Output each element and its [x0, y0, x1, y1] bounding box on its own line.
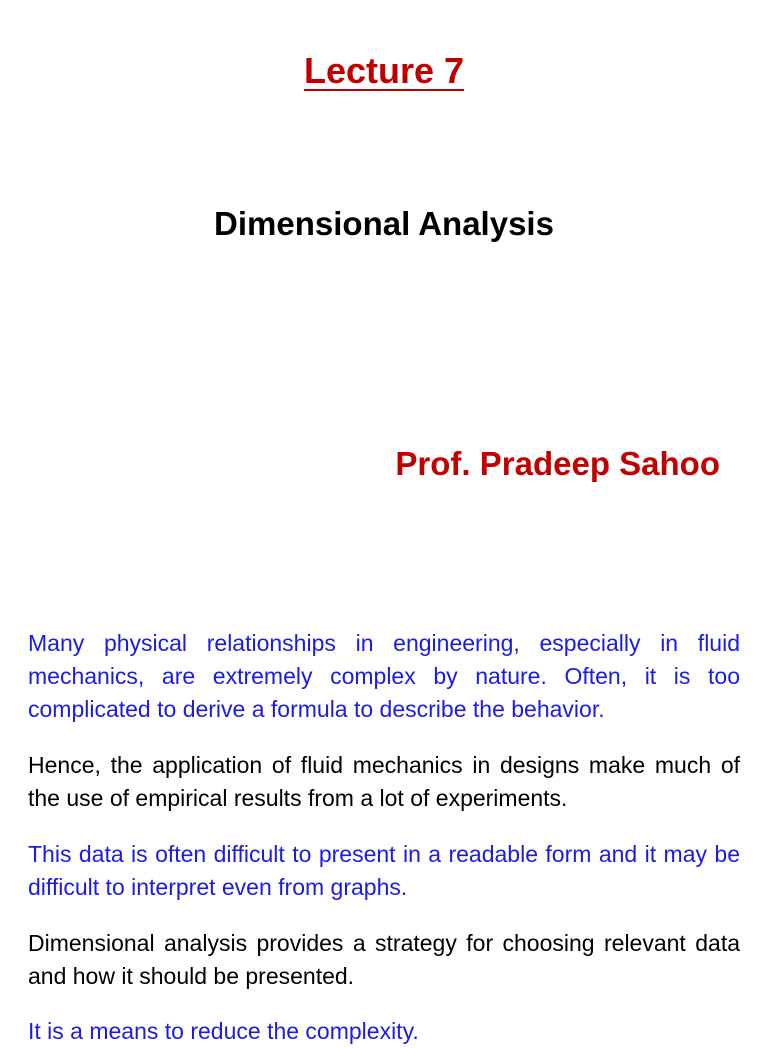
author-name: Prof. Pradeep Sahoo: [395, 445, 720, 482]
paragraph-1: Many physical relationships in engineering, especially in fluid mechanics, are extremely complex by nature. Often, it is too complicated to derive a formula to describe the behavior.: [28, 630, 740, 722]
topic-title: Dimensional Analysis: [214, 205, 554, 242]
paragraph-4: Dimensional analysis provides a strategy for choosing relevant data and how it should be presented.: [28, 930, 740, 989]
lecture-title: Lecture 7: [303, 50, 465, 91]
paragraph-3: This data is often difficult to present in a readable form and it may be difficult to interpret even from graphs.: [28, 841, 740, 900]
paragraph-2: Hence, the application of fluid mechanics in designs make much of the use of empirical results from a lot of experiments.: [28, 752, 740, 811]
paragraph-5: It is a means to reduce the complexity.: [28, 1018, 419, 1044]
